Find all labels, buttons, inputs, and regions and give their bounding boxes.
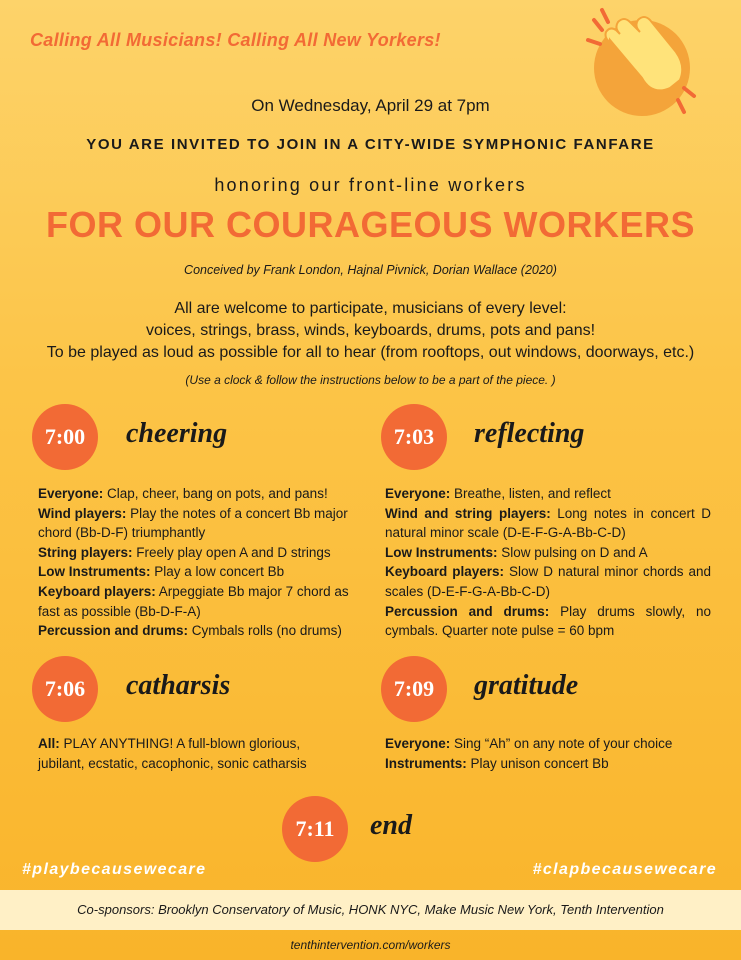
instruction-item: Keyboard players: Arpeggiate Bb major 7 chord as fast as possible (Bb-D-F-A) [38, 583, 349, 619]
section-title-reflecting: reflecting [474, 418, 585, 449]
instructions-gratitude [385, 734, 711, 773]
hashtag-left: #playbecausewecare [22, 861, 207, 878]
headline: FOR OUR COURAGEOUS WORKERS [45, 204, 695, 245]
instruction-item: Everyone: Breathe, listen, and reflect [385, 486, 611, 501]
instruction-item: Everyone: Sing “Ah” on any note of your choice [385, 736, 673, 751]
time-badge-700: 7:00 [32, 404, 98, 470]
instructions-reflecting [385, 484, 711, 641]
section-title-end: end [370, 810, 412, 841]
section-title-catharsis: catharsis [126, 670, 231, 701]
time-badge-709: 7:09 [381, 656, 447, 722]
instruction-item: Low Instruments: Slow pulsing on D and A [385, 544, 648, 560]
time-badge-703: 7:03 [381, 404, 447, 470]
event-date: On Wednesday, April 29 at 7pm [251, 96, 490, 115]
instruction-item: Low Instruments: Play a low concert Bb [38, 564, 285, 580]
welcome-block [0, 298, 741, 364]
instruction-item: Keyboard players: Slow D natural minor chords and scales (D-E-F-G-A-Bb-C-D) [385, 564, 712, 599]
credits-line: Conceived by Frank London, Hajnal Pivnick, Dorian Wallace (2020) [184, 263, 557, 277]
instruction-item: Wind players: Play the notes of a concert Bb major chord (Bb-D-F) triumphantly [38, 505, 348, 541]
instruction-item: Percussion and drums: Play drums slowly, no cymbals. Quarter note pulse = 60 bpm [385, 603, 711, 639]
welcome-line-2: voices, strings, brass, winds, keyboards, drums, pots and pans! [145, 322, 596, 339]
invitation-line: YOU ARE INVITED TO JOIN IN A CITY-WIDE SYMPHONIC FANFARE [86, 136, 655, 153]
instruction-item: Everyone: Clap, cheer, bang on pots, and pans! [38, 486, 328, 501]
instructions-cheering [38, 484, 360, 641]
hashtag-right: #clapbecausewecare [532, 861, 717, 878]
welcome-line-3: To be played as loud as possible for all to hear (from rooftops, out windows, doorways, etc.) [46, 344, 695, 361]
section-title-gratitude: gratitude [474, 670, 579, 701]
time-badge-706: 7:06 [32, 656, 98, 722]
instructions-catharsis [38, 734, 338, 773]
time-badge-711: 7:11 [282, 796, 348, 862]
welcome-line-1: All are welcome to participate, musicians of every level: [174, 300, 567, 317]
instruction-item: Wind and string players: Long notes in concert D natural minor scale (D-E-F-G-A-Bb-C-D) [385, 505, 711, 541]
honoring-line: honoring our front-line workers [214, 175, 527, 195]
instruction-item: Percussion and drums: Cymbals rolls (no drums) [38, 623, 342, 639]
callout-text: Calling All Musicians! Calling All New Yorkers! [30, 30, 441, 50]
section-title-cheering: cheering [126, 418, 228, 449]
website-url[interactable]: tenthintervention.com/workers [290, 938, 451, 952]
instruction-item: String players: Freely play open A and D strings [38, 544, 331, 560]
cosponsors-bar: Co-sponsors: Brooklyn Conservatory of Music, HONK NYC, Make Music New York, Tenth Intervention [0, 890, 741, 930]
clock-instruction-note: (Use a clock & follow the instructions below to be a part of the piece. ) [185, 373, 556, 387]
instruction-item: Instruments: Play unison concert Bb [385, 755, 609, 771]
instruction-item: All: PLAY ANYTHING! A full-blown glorious, jubilant, ecstatic, cacophonic, sonic catharsis [38, 736, 307, 771]
